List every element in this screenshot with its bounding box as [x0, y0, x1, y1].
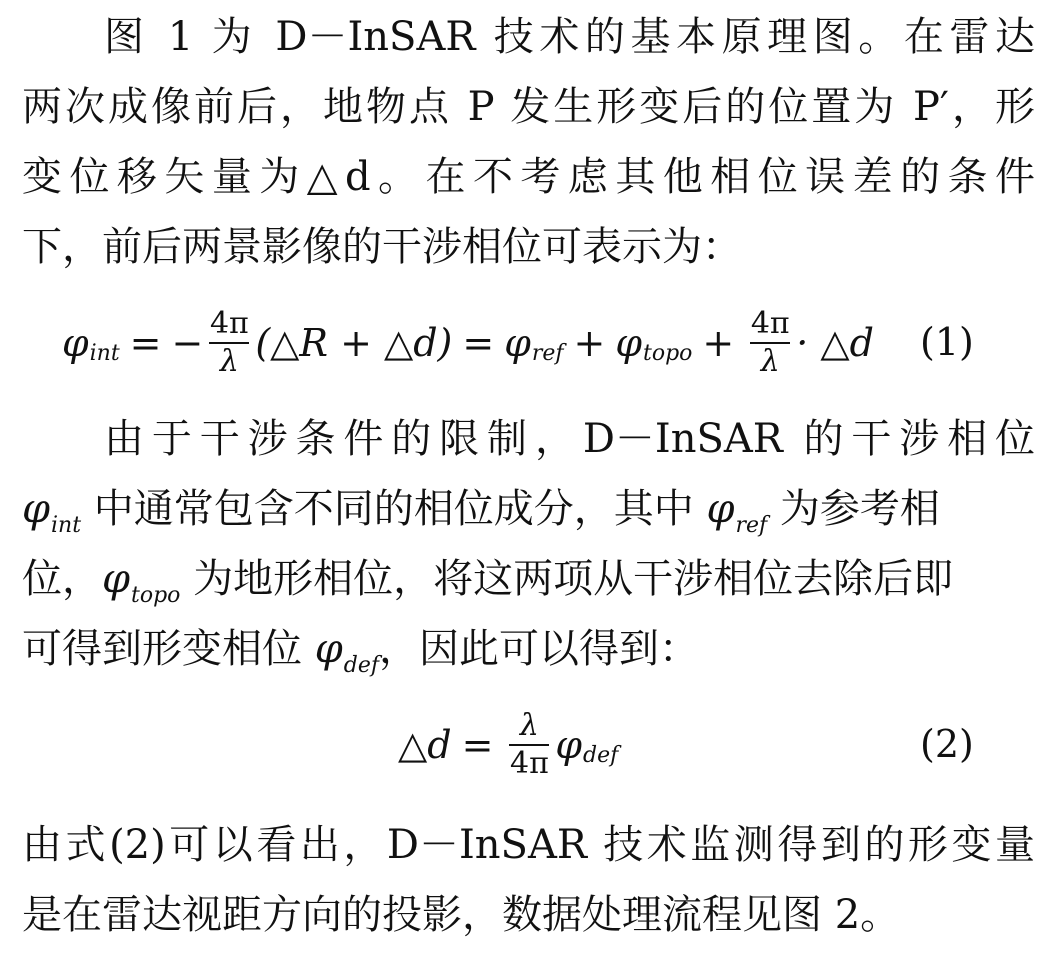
eq1-tail: · △d	[796, 321, 874, 365]
eq1-frac2-num: 4π	[750, 306, 790, 341]
eq1-plus-2: +	[702, 321, 735, 365]
eq2-lhs: △d	[398, 723, 452, 767]
p2-phi-int-sub: int	[51, 513, 82, 538]
eq1-term2-sub: topo	[642, 340, 693, 366]
equation-2-number: (2)	[920, 722, 974, 766]
eq1-frac-den: λ	[219, 344, 239, 379]
p2-phi-ref-sub: ref	[735, 513, 768, 538]
paragraph2-line3	[22, 552, 1035, 606]
eq1-term1-sub: ref	[531, 340, 564, 366]
paragraph1-line2: 两次成像前后，地物点 P 发生形变后的位置为 P′，形	[22, 84, 1035, 130]
eq1-term1-symbol: φ	[504, 321, 531, 365]
paragraph1-line3: 变位移矢量为△d。在不考虑其他相位误差的条件	[22, 154, 1035, 200]
p2-line2-text-b: 为参考相	[767, 486, 940, 532]
eq2-equals: =	[461, 723, 494, 767]
paragraph1-line1: 图 1 为 D－InSAR 技术的基本原理图。在雷达	[104, 14, 1035, 60]
eq1-paren-expr: (△R + △d)	[255, 321, 453, 365]
p2-phi-def-symbol: φ	[314, 626, 343, 672]
eq1-equals-2: =	[462, 321, 495, 365]
p2-line2-text-a: 中通常包含不同的相位成分，其中	[81, 486, 707, 532]
paragraph2-line4	[22, 622, 1035, 676]
p2-line4-text-b: ，因此可以得到：	[378, 626, 699, 672]
eq1-term2-symbol: φ	[615, 321, 642, 365]
paragraph3-line2: 是在雷达视距方向的投影，数据处理流程见图 2。	[22, 892, 901, 938]
p2-phi-ref-symbol: φ	[706, 486, 735, 532]
p2-line3-text-b: 为地形相位，将这两项从干涉相位去除后即	[180, 556, 954, 602]
equation-1	[62, 298, 874, 388]
p2-line4-text-a: 可得到形变相位	[22, 626, 315, 672]
eq1-plus: +	[573, 321, 606, 365]
eq1-lhs-sub: int	[89, 340, 120, 366]
eq1-frac2-den: λ	[760, 344, 780, 379]
p2-phi-def-sub: def	[343, 653, 379, 678]
paragraph2-line1: 由于干涉条件的限制，D－InSAR 的干涉相位	[104, 416, 1035, 462]
p2-phi-topo-symbol: φ	[102, 556, 131, 602]
paragraph3-line1: 由式(2)可以看出，D－InSAR 技术监测得到的形变量	[22, 822, 1035, 868]
equation-2	[398, 700, 618, 790]
p2-line3-text-a: 位，	[22, 556, 102, 602]
eq1-equals: =	[129, 321, 162, 365]
eq1-lhs-symbol: φ	[62, 321, 89, 365]
paragraph1-line4: 下，前后两景影像的干涉相位可表示为：	[22, 224, 742, 270]
eq1-fraction-2	[750, 306, 790, 380]
eq1-fraction	[209, 306, 249, 380]
p2-phi-topo-sub: topo	[131, 583, 181, 608]
eq1-frac-num: 4π	[209, 306, 249, 341]
eq2-rhs-symbol: φ	[555, 723, 583, 767]
p2-phi-int-symbol: φ	[22, 486, 51, 532]
eq1-minus: −	[171, 321, 204, 365]
eq2-frac-den: 4π	[510, 746, 549, 781]
eq2-rhs-sub: def	[583, 742, 619, 768]
eq2-fraction	[509, 708, 549, 782]
eq2-frac-num: λ	[519, 708, 539, 743]
equation-1-number: (1)	[920, 320, 974, 364]
paragraph2-line2	[22, 482, 1035, 536]
